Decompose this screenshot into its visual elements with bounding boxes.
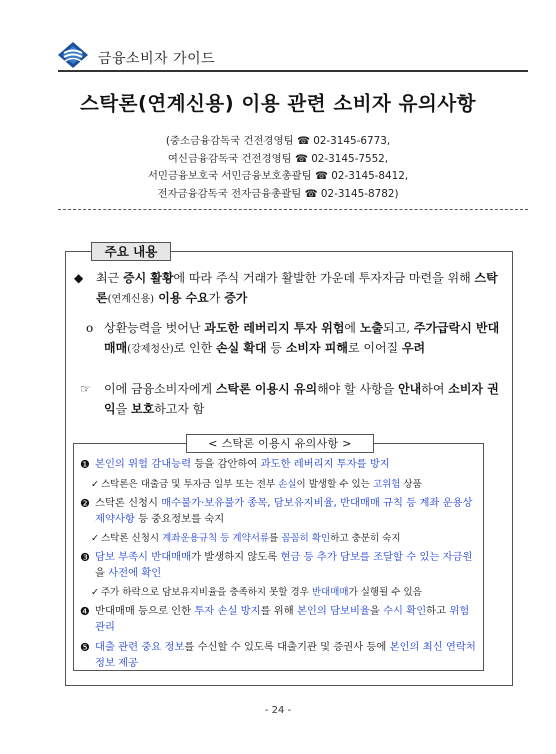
fss-logo-icon (58, 42, 88, 68)
dashed-divider (58, 209, 528, 210)
page-number: - 24 - (264, 705, 292, 716)
circle-bullet-icon: o (86, 321, 94, 335)
summary-paragraph-2: o 상환능력을 벗어난 과도한 레버리지 투자 위험에 노출되고, 주가급락시 반대매매(강제청산)로 인한 손실 확대 등 소비자 피해로 이어질 우려 (86, 318, 504, 360)
page-title: 스탁론(연계신용) 이용 관련 소비자 유의사항 (79, 92, 477, 115)
summary-paragraph-1: ◆ 최근 증시 활황에 따라 주식 거래가 활발한 가운데 투자자금 마련을 위해 스탁론(연계신용) 이용 수요가 증가 (74, 268, 504, 310)
contact-line: (중소금융감독국 건전경영팀 ☎ 02-3145-6773, (165, 135, 391, 147)
checkmark-icon: ✓ (91, 587, 99, 598)
number-2-icon: ❷ (80, 497, 90, 510)
summary-paragraph-3: ☞ 이에 금융소비자에게 스탁론 이용시 유의해야 할 사항을 안내하여 소비자 권익을 보호하고자 함 (80, 379, 504, 419)
diamond-bullet-icon: ◆ (74, 271, 84, 285)
pointing-hand-icon: ☞ (80, 382, 91, 396)
number-4-icon: ❹ (80, 605, 90, 618)
caution-note-3: ✓ 주가 하락으로 담보유지비율을 충족하지 못할 경우 반대매매가 실행될 수 있음 (91, 587, 422, 598)
guide-header (58, 42, 528, 70)
guide-title: 금융소비자 가이드 (98, 51, 216, 67)
summary-label: 주요 내용 (91, 242, 171, 261)
checkmark-icon: ✓ (91, 533, 99, 544)
caution-item-2: ❷ 스탁론 신청시 매수불가·보유불가 종목, 담보유지비율, 반대매매 규칙 등 계좌 운용상 제약사항 등 중요정보를 숙지 (80, 497, 473, 525)
number-5-icon: ❺ (80, 641, 90, 654)
header-rule (58, 70, 528, 72)
caution-item-1: ❶ 본인의 위험 감내능력 등을 감안하여 과도한 레버리지 투자를 방지 (80, 458, 390, 471)
contact-info (118, 133, 438, 203)
contact-line: 서민금융보호국 서민금융보호총괄팀 ☎ 02-3145-8412, (147, 170, 409, 182)
number-1-icon: ❶ (80, 458, 90, 471)
contact-line: 전자금융감독국 전자금융총괄팀 ☎ 02-3145-8782) (157, 187, 399, 200)
number-3-icon: ❸ (80, 551, 90, 564)
cautions-title: < 스탁론 이용시 유의사항 > (186, 434, 374, 453)
caution-note-2: ✓ 스탁론 신청시 계좌운용규칙 등 계약서류를 꼼꼼히 확인하고 충분히 숙지 (91, 533, 401, 544)
caution-item-4: ❹ 반대매매 등으로 인한 투자 손실 방지를 위해 본인의 담보비율을 수시 확인하고 위험 관리 (80, 605, 470, 633)
caution-item-5: ❺ 대출 관련 중요 정보를 수신할 수 있도록 대출기관 및 증권사 등에 본인의 최신 연락처 정보 제공 (80, 641, 476, 669)
caution-note-1: ✓ 스탁론은 대출금 및 투자금 일부 또는 전부 손실이 발생할 수 있는 고위험 상품 (91, 479, 422, 490)
caution-item-3: ❸ 담보 부족시 반대매매가 발생하지 않도록 현금 등 추가 담보를 조달할 수 있는 자금원을 사전에 확인 (80, 551, 473, 579)
checkmark-icon: ✓ (91, 479, 99, 490)
contact-line: 여신금융감독국 건전경영팀 ☎ 02-3145-7552, (167, 152, 389, 165)
